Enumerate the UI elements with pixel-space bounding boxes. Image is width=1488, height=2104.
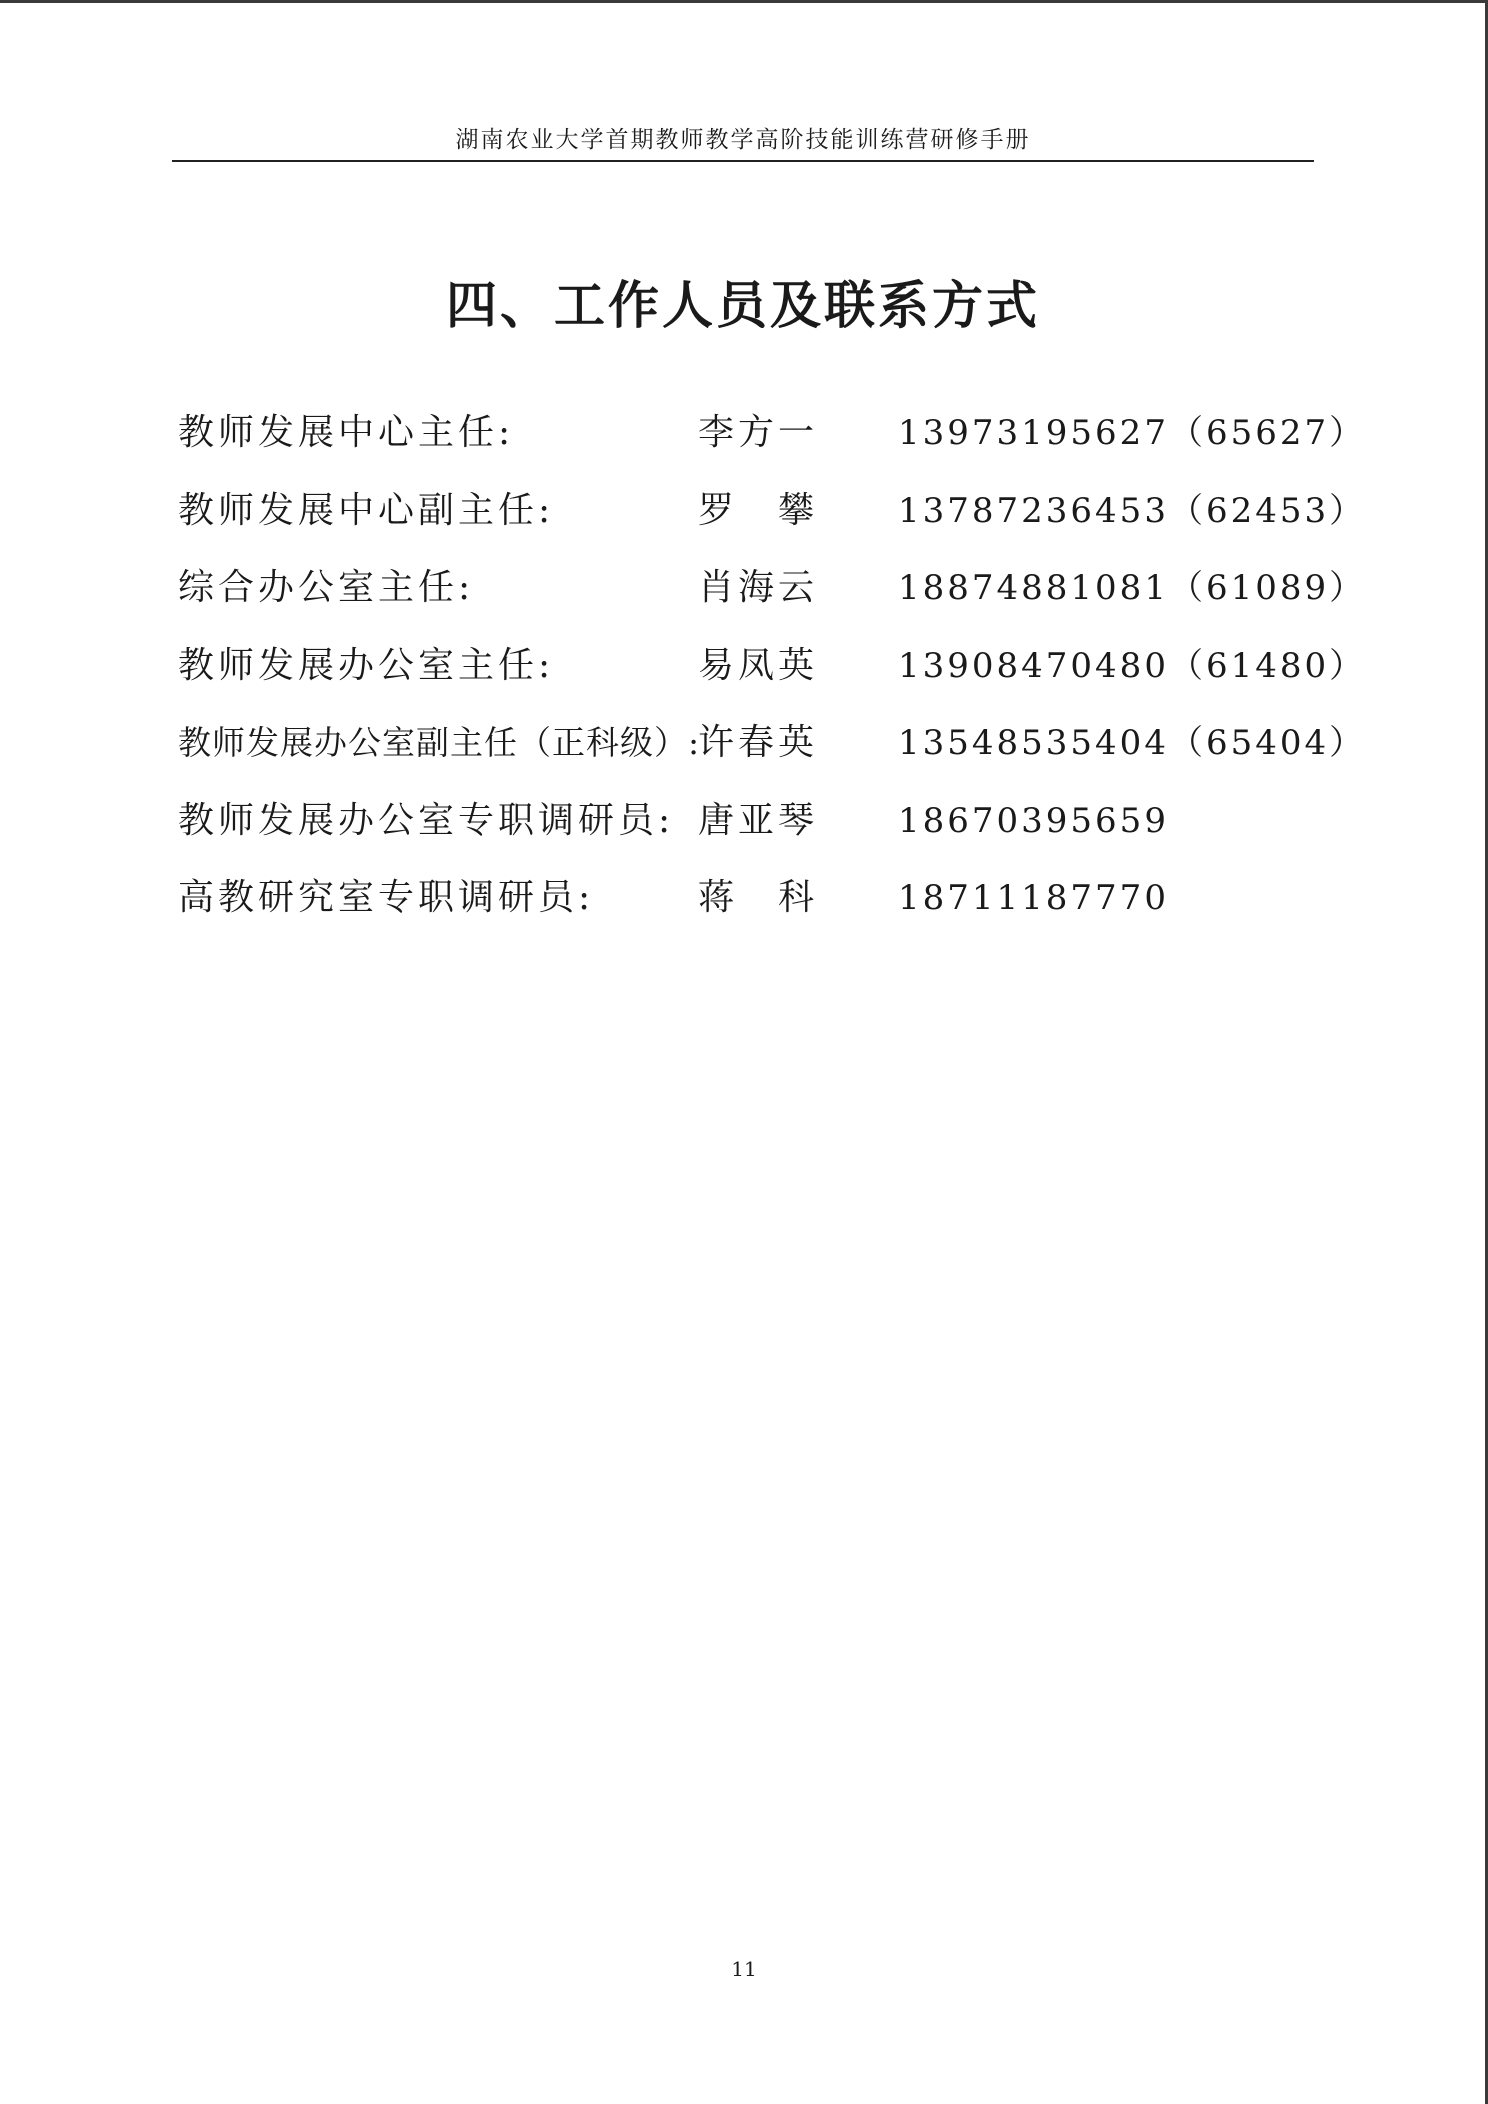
staff-name: 肖海云 (698, 567, 819, 608)
staff-name: 易凤英 (698, 644, 819, 686)
staff-name: 许春英 (698, 722, 819, 763)
staff-role: 教师发展中心副主任: (178, 489, 555, 531)
staff-name: 蒋 科 (698, 877, 819, 918)
staff-phone: 13787236453（62453） (898, 490, 1367, 531)
staff-role: 教师发展办公室副主任（正科级）: (178, 723, 701, 762)
page-number: 11 (731, 1957, 757, 1981)
staff-name: 李方一 (698, 412, 819, 453)
header-rule (172, 160, 1314, 162)
staff-row (178, 405, 1367, 483)
staff-role: 教师发展办公室主任: (178, 644, 555, 686)
staff-row (178, 560, 1367, 638)
staff-phone: 13908470480（61480） (898, 645, 1367, 686)
staff-phone: 18711187770 (898, 878, 1169, 918)
staff-row (178, 793, 1328, 871)
staff-contact-list (178, 405, 1367, 948)
staff-row (178, 638, 1367, 716)
staff-role: 高教研究室专职调研员: (178, 877, 595, 918)
section-title: 四、工作人员及联系方式 (445, 276, 1040, 336)
staff-phone: 18874881081（61089） (898, 568, 1367, 608)
staff-name: 罗 攀 (698, 489, 819, 531)
staff-phone: 13973195627（65627） (898, 413, 1367, 453)
staff-role: 教师发展中心主任: (178, 412, 515, 453)
running-header: 湖南农业大学首期教师教学高阶技能训练营研修手册 (455, 127, 1031, 153)
staff-role: 综合办公室主任: (178, 567, 475, 608)
staff-phone: 13548535404（65404） (898, 723, 1367, 763)
staff-role: 教师发展办公室专职调研员: (178, 799, 675, 841)
page-border-top (0, 0, 1488, 3)
staff-row (178, 715, 1367, 793)
staff-row (178, 483, 1367, 561)
staff-row (178, 870, 1328, 948)
staff-phone: 18670395659 (898, 800, 1169, 841)
staff-name: 唐亚琴 (698, 799, 819, 841)
